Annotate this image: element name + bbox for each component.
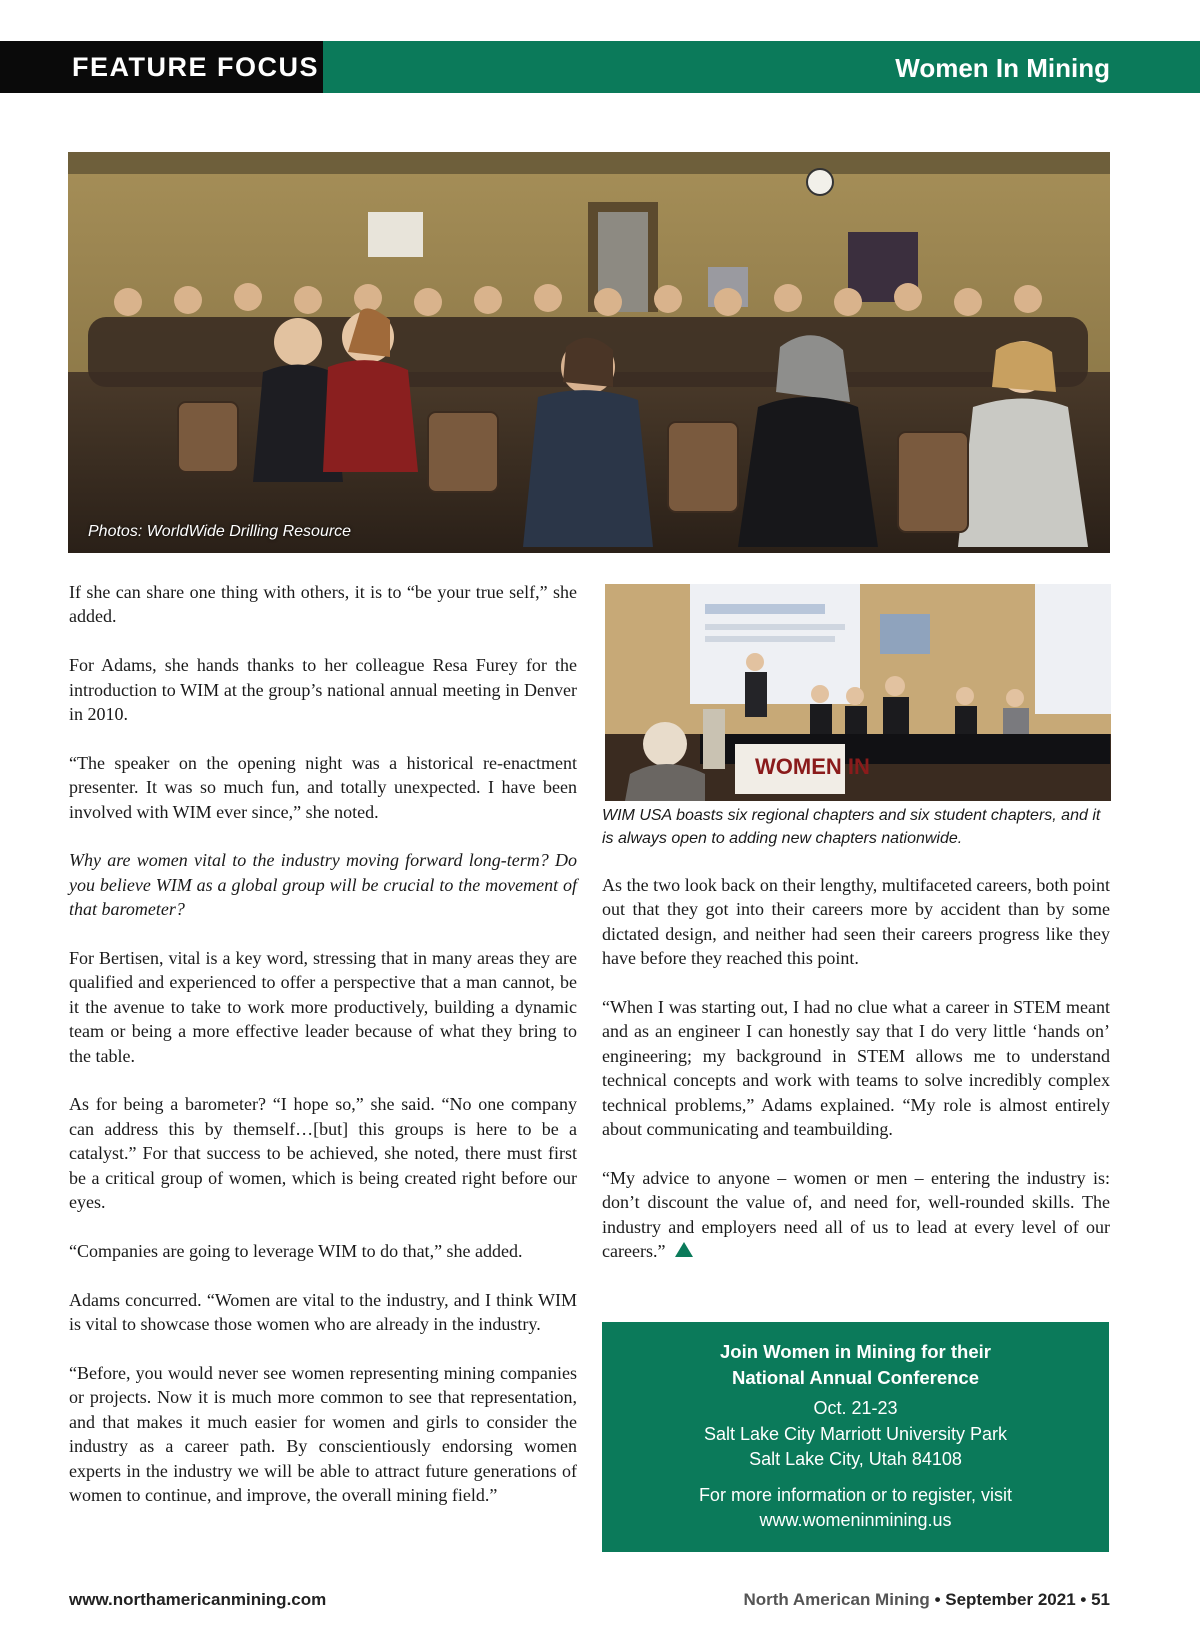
conference-date: Oct. 21-23 (813, 1398, 898, 1418)
issue-date: September 2021 (945, 1590, 1076, 1609)
paragraph-text: “My advice to anyone – women or men – entering the industry is: don’t discount the value of, and need for, well-rounded skills. The industry and employers need all of us to lead at every level of our careers.” (602, 1167, 1110, 1262)
magazine-name: North American Mining (743, 1590, 930, 1609)
panel-photo-caption: WIM USA boasts six regional chapters and six student chapters, and it is always open to adding new chapters nationwide. (602, 807, 1101, 847)
audience-photo-illustration (68, 152, 1110, 553)
conference-city: Salt Lake City, Utah 84108 (749, 1449, 962, 1469)
footer-folio (743, 1590, 1110, 1610)
paragraph: As for being a barometer? “I hope so,” she said. “No one company can address this by themself…[but] this groups is here to be a catalyst.” For that success to be achieved, she noted, there must first be a critical group of women, which is being created right before our eyes. (69, 1094, 577, 1213)
banner-text: WOMEN IN (755, 754, 870, 779)
folio-separator: • (1080, 1590, 1087, 1609)
paragraph: “When I was starting out, I had no clue what a career in STEM meant and as an engineer I can honestly say that I do very little ‘hands on’ engineering; my background in STEM allows me to understand technical concepts and work with teams to solve incredibly complex technical problems,” Adams explained. “My role is almost entirely about communicating and teambuilding. (602, 997, 1110, 1140)
paragraph: “Before, you would never see women representing mining companies or projects. Now it is much more common to see that representation, and that makes it much easier for women and girls to consider the industry as a career path. By conscientiously endorsing women experts in the industry we will be able to attract future generations of women to continue, and improve, the overall mining field.” (69, 1362, 577, 1505)
footer-website-link[interactable]: www.northamericanmining.com (69, 1590, 327, 1609)
paragraph: “The speaker on the opening night was a historical re-enactment presenter. It was so much fun, and totally unexpected. I have been involved with WIM ever since,” she noted. (69, 752, 577, 822)
audience-photo (68, 152, 1110, 553)
photo-credit: Photos: WorldWide Drilling Resource (88, 523, 352, 540)
promo-heading-line-1: Join Women in Mining for their (720, 1341, 991, 1362)
panel-photo (605, 584, 1111, 801)
register-info: For more information or to register, visit (698, 1484, 1013, 1505)
left-text-column (69, 580, 577, 1532)
folio-separator: • (934, 1590, 941, 1609)
paragraph: “Companies are going to leverage WIM to do that,” she added. (69, 1240, 523, 1261)
header-band (0, 41, 1200, 93)
interview-question: Why are women vital to the industry moving forward long-term? Do you believe WIM as a global group will be crucial to the movement of that barometer? (69, 850, 577, 920)
section-tag: FEATURE FOCUS (0, 41, 323, 93)
paragraph: If she can share one thing with others, it is to “be your true self,” she added. (69, 582, 577, 627)
paragraph: For Adams, she hands thanks to her colleague Resa Furey for the introduction to WIM at the group’s national annual meeting in Denver in 2010. (69, 655, 577, 725)
page-number: 51 (1091, 1590, 1110, 1609)
conference-venue: Salt Lake City Marriott University Park (703, 1423, 1008, 1444)
right-text-column (602, 873, 1110, 1288)
conference-promo-box (602, 1322, 1109, 1552)
promo-heading-line-2: National Annual Conference (731, 1367, 980, 1388)
end-of-article-triangle-icon (675, 1242, 693, 1257)
paragraph: For Bertisen, vital is a key word, stressing that in many areas they are qualified and experienced to offer a perspective that a man cannot, be it the avenue to take to work more productively, building a dynamic team or being a more effective leader because of what they bring to the table. (69, 948, 577, 1066)
section-title: Women In Mining (895, 53, 1110, 83)
register-url-link[interactable]: www.womeninmining.us (759, 1510, 952, 1530)
closing-paragraph (602, 1166, 1110, 1264)
paragraph: As the two look back on their lengthy, multifaceted careers, both point out that they got into their careers more by accident than by some dictated design, and neither had seen their careers progress like they have before they reached this point. (602, 875, 1110, 969)
panel-photo-illustration (605, 584, 1111, 801)
paragraph: Adams concurred. “Women are vital to the industry, and I think WIM is vital to showcase those women who are already in the industry. (69, 1289, 577, 1335)
